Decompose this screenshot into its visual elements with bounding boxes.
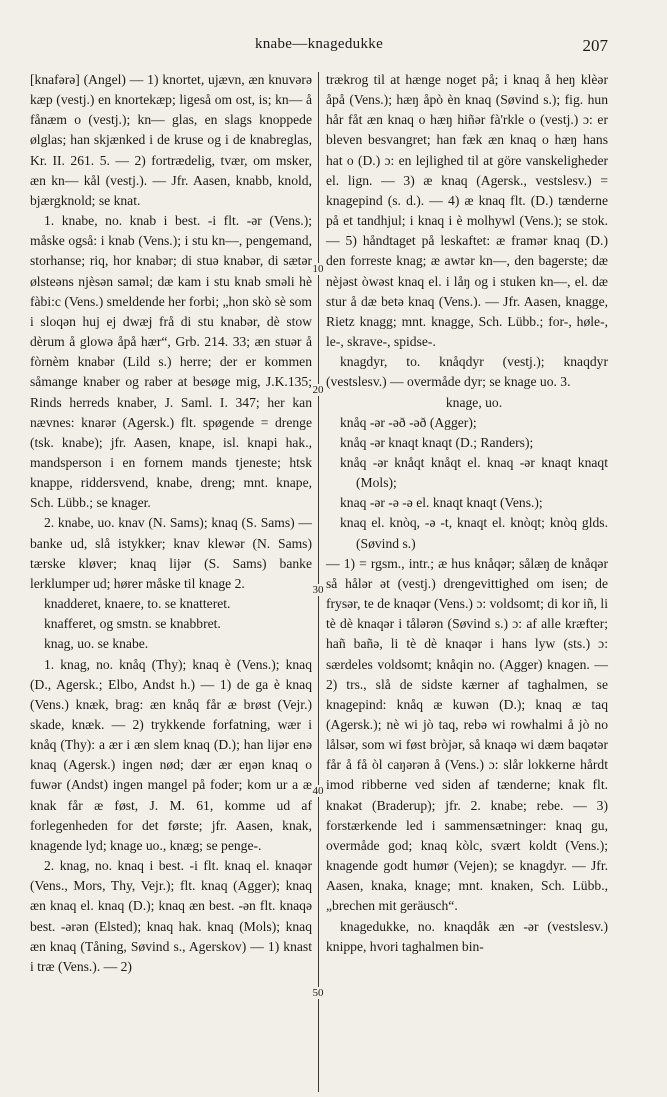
entry-knag-verb: knag, uo. se knabe.	[44, 636, 149, 652]
conjugation-line: knaq -ər -ə -ə el. knaqt knaqt (Vens.);	[340, 495, 543, 511]
entry-knag-2: 2. knag, no. knaq i best. -i flt. knaq el. knaqər (Vens., Mors, Thy, Vejr.); flt. knaq (Agger); knaq æn knaq el. knaq (D.); knaq æn best. -ən flt. knaqə best. -ərən (Elsted); knaq hak. knaq (Mols); knaq æn knaq (Tåning, Søvind s., Agerskov) — 1) knast i træ (Vens.). — 2)	[30, 858, 312, 974]
line-number: 40	[309, 785, 327, 797]
entry-knagdyr: knagdyr, to. knåqdyr (vestj.); knaqdyr (vestslesv.) — overmåde dyr; se knage uo. 3.	[326, 354, 608, 390]
conjugation-line: knåq -ər knaqt knaqt (D.; Randers);	[340, 434, 534, 450]
entry-knadderet: knadderet, knaere, to. se knatteret.	[44, 596, 231, 612]
entry-knag-1: 1. knag, no. knåq (Thy); knaq è (Vens.); knaq (D., Agersk.; Elbo, Andst h.) — 1) de ga è knaq (Vens.) knæk, brag: æn knåq får æ brøst (Vejr.) skade, knæk. — 2) trykkende forfatning, wær i knåq (Thy): a ær i æn slem knaq (D.); han lijər enə knaq (Agersk.) ingen nød; dær ær eŋən knaq o fuwər (Andst) ingen mangel på foder; kom ur a æ knak får æ føst, J. M. 61, komme ud af forlegenheden for det første; jfr. Aasen, knak, knagende lyd; knage uo., knæg; se penge-.	[30, 656, 312, 853]
entry-knabe-1: 1. knabe, no. knab i best. -i flt. -ər (Vens.); måske også: i knab (Vens.); i stu kn—, pengemand, storhanse; riq, hor knabər; di stuə knabər, di sætər ølsteəns njèsən saməl; dæ kam i stu knab sməli hè fàbi:c (Vens.) smeldende her forbi; „hon skò sè som i sloqən huj ej dwæj frå di stu knabər, dè stow dèrum å glowə åpå hær“, Grb. 214. 33; æn stuər å fòrnèm knabər (Lild s.) herre; der er kommen såmange knaber og raber at besøge mig, J.K.135; Rinds herreds knaber, J. Saml. I. 347; her kan nævnes: knarər (Agersk.) flt. spøgende = drenge (tsk. knabe); jfr. Aasen, knape, isl. knapi hak., mandsperson i en fornem mands tjeneste; htsk knappe, riddersvend, knabe, dreng; mnt. knape, Sch. Lübb.; se knager.	[30, 213, 312, 511]
right-column	[326, 70, 608, 957]
line-number: 50	[309, 987, 327, 999]
entry-knage-senses: — 1) = rgsm., intr.; æ hus knåqər; sålæŋ de knåqər så hålər ət (vestj.) drengevittighed om isen; de frysər, te de knaqər (Vens.) ɔ: voldsomt; di kor iñ, li tè dè knaqər i tålərən (Søvind s.) ɔ: af alle kræfter; hañ bañə, li tè dè knaqər i hans lyw (sts.) ɔ: særdeles voldsomt; knåqin no. (Agger) knagen. — 2) trs., slå de sidste kærner af taghalmen, se knagepind: knåq æ kuwən (D.); knaq æ taq (Agersk.); nè wi jò taq, rebə wi rowhalmi å jò no lålsər, som wi føst bròjər, så knaqə wi dæm baqətər får å få òl caŋərən å (Vens.) ɔ: slår lokkerne hårdt imod ribberne ved siden af tænderne; knak flt. knakət (Braderup); jfr. 2. knabe; rebe. — 3) forstærkende led i sammensætninger: knaq gu, overmåde god; knaq kòlc, svært koldt (Vens.); knagende godt humør (Vejen); se knagdyr. — Jfr. Aasen, knaka, knage; mnt. knaken, Sch. Lübb., „brechen mit geräusch“.	[326, 555, 608, 914]
line-number: 10	[309, 263, 327, 275]
page-number: 207	[582, 36, 608, 55]
entry-knage-head: knage, uo.	[445, 394, 503, 410]
entry-continuation: trækrog til at hænge noget på; i knaq å heŋ klèər åpå (Vens.); hæŋ åpò èn knaq (Søvind s.); fig. hun hår fåt æn knaq o hæŋ hiñər fà'rkle o (vestj.) ɔ: er bleven besvangret; han fæk æn knaq o hæŋ hans hat o (D.) ɔ: en lejlighed til at göre vanskeligheder el. lign. — 3) æ knaq (Agersk., vestslesv.) = knagepind (s. d.). — 4) æ knaq flt. (D.) tænderne på et tandhjul; i knaq i è molhywl (Vens.); se stok. — 5) håndtaget på leskaftet: æ framər knaq (D.) den forreste knag; æ awtər kn—, den bagerste; dæ nèjəst òwəst knaq el. i låŋ og i stuken kn—, el. dæ stur å dæ betə knaq (Vens.). — Jfr. Aasen, knagge, Rietz knagg; mnt. knagge, Sch. Lübb.; for-, høle-, le-, skrave-, spidse-.	[326, 72, 608, 350]
conjugation-line: knåq -ər -əð -əð (Agger);	[340, 414, 477, 430]
line-number: 30	[309, 584, 327, 596]
entry-knafferet: knafferet, og smstn. se knabbret.	[44, 616, 221, 632]
entry-knagedukke: knagedukke, no. knaqdåk æn -ər (vestslesv.) knippe, hvori taghalmen bin-	[326, 918, 608, 954]
running-title: knabe—knagedukke	[254, 36, 384, 52]
line-number: 20	[309, 384, 327, 396]
page-header	[30, 36, 608, 56]
left-column	[30, 70, 312, 977]
column-divider	[318, 72, 319, 1092]
entry-paragraph: [knafərə] (Angel) — 1) knortet, ujævn, æn knuvərə kæp (vestj.) en knortekæp; ligeså om ost, is; kn— å fånæm o (vestj.); kn— glas, en slags knoppede ølglas; han skjænked i de kruse og i de knabreglas, Kr. II. 261. 5. — 2) fortrædelig, tvær, om msker, æn kn— kål (vestj.). — Jfr. Aasen, knabb, knold, bjærgknold; se knat.	[30, 72, 312, 208]
conjugation-line: knåq -ər knåqt knåqt el. knaq -ər knaqt knaqt (Mols);	[340, 454, 608, 491]
conjugation-line: knaq el. knòq, -ə -t, knaqt el. knòqt; knòq glds. (Søvind s.)	[340, 515, 608, 551]
entry-knabe-2: 2. knabe, uo. knav (N. Sams); knaq (S. Sams) — banke ud, slå istykker; knav klewər (N. Sams) tærske kløver; knaq lijər (S. Sams) banke lerklumper ud; hører måske til knage 2.	[30, 515, 312, 591]
